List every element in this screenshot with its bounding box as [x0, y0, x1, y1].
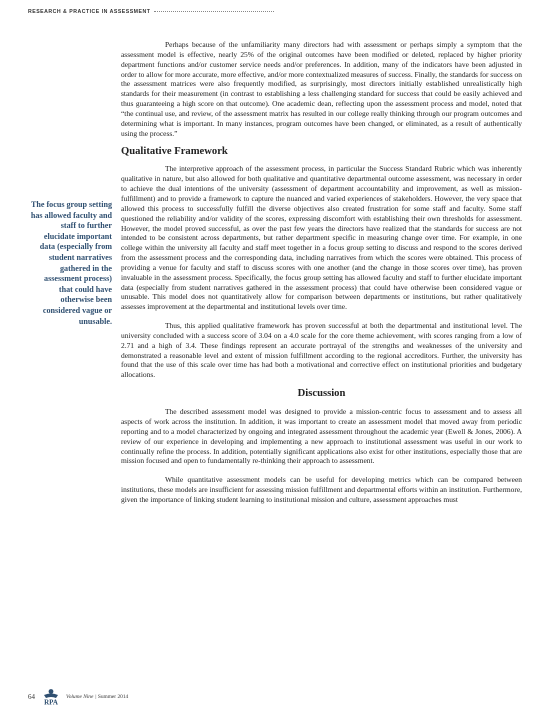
paragraph: The interpretive approach of the assessment process, in particular the Success Standard Rubric which was inherently qualitative in nature, but also allowed for both qualitative and quantitative departmental outcome assessment, was necessary in order to achieve the dual intentions of the university (assessment of department accountability and improvement, as well as mission-fulfillment) and to provide a framework to capture the nuanced and varied experiences of stakeholders. However, the very space that allowed this process to successfully fulfill the diverse objectives also created frustration for some staff and faculty. Some staff questioned the reliability and/or validity of the scores, expressing discomfort with establishing their own thresholds for assessment. However, the model proved successful, as over the past few years the directors have realized that the standards for success are not intended to be consistent across departments, but rather department specific in measuring change over time. For example, in one college within the university all faculty and staff meet together in a focus group setting to discuss and respond to the scores derived from the assessment process and the corresponding data, including narratives from which the scores were obtained. This process of providing a venue for faculty and staff to discuss scores with one another (and the change in those scores over time), has proven invaluable in the assessment process. Specifically, the focus group setting has allowed faculty and staff to further elucidate important data (especially from student narratives gathered in the assessment process) that could have otherwise been considered vague or unusable. This model does not quantitatively allow for comparison between departments or institutions, but rather qualitatively assesses improvement at the departmental and institutional levels over time. — [121, 164, 522, 312]
running-head-title: RESEARCH & PRACTICE IN ASSESSMENT — [28, 9, 151, 15]
running-head — [28, 9, 523, 15]
pull-quote: The focus group setting has allowed faculty and staff to further elucidate important data (especially from student narratives gathered in the assessment process) that could have otherwise been considered vague or unusable. — [30, 200, 112, 326]
article-body — [121, 40, 522, 505]
rpa-logo-icon — [40, 688, 62, 706]
paragraph: Perhaps because of the unfamiliarity many directors had with assessment or perhaps simply a symptom that the assessment model is effective, nearly 25% of the original outcomes have been modified or deleted, replaced by higher priority department functions and/or customer service needs and/or preferences. In addition, many of the indicators have been adjusted in order to allow for more accurate, more effective, and/or more contextualized measures of success. Finally, the standards for success on the assessment matrices were also frequently modified, as surprisingly, most directors initially established unrealistically high standards for their measurement (in contrast to establishing a less challenging standard for success that could be easily achieved and thus guaranteeing a high score on that outcome). One academic dean, reflecting upon the assessment process and model, noted that “the continual use, and review, of the assessment matrix has resulted in our college really thinking through our program outcomes and determining what is important. In many instances, program outcomes have been changed, or eliminated, as a result of authentically using the process.” — [121, 40, 522, 138]
paragraph: While quantitative assessment models can be useful for developing metrics which can be compared between institutions, these models are insufficient for assessing mission fulfillment and departmental efforts within an institution. Furthermore, given the importance of linking student learning to institutional mission and culture, assessment approaches must — [121, 475, 522, 504]
paragraph: The described assessment model was designed to provide a mission-centric focus to assessment and to assess all aspects of work across the institution. In addition, it was important to create an assessment model that moved away from periodic reporting and to a model characterized by ongoing and integrated assessment throughout the academic year (Ewell & Jones, 2006). A review of our experience in developing and implementing a new approach to institutional assessment was useful in our work to continually refine the process. In addition, potentially significant applications also exist for other institutions, especially those that are mission focused and open to fundamentally re-thinking their approach to assessment. — [121, 407, 522, 466]
page-footer — [28, 687, 128, 707]
section-heading-qualitative-framework: Qualitative Framework — [121, 146, 228, 158]
journal-volume: Volume Nine — [66, 694, 94, 700]
journal-issue: | Summer 2014 — [95, 694, 129, 700]
paragraph: Thus, this applied qualitative framework has proven successful at both the departmental and institutional level. The university concluded with a success score of 3.04 on a 4.0 scale for the core theme achievement, with scores ranging from a low of 2.71 and a high of 3.4. These findings represent an accurate portrayal of the strengths and weaknesses of the university and demonstrated a reasonable level and extent of mission fulfillment according to the regional accreditors. Further, the university has found that the use of this scale over time has had both a motivational and corrective effect on institutional priorities and budgetary allocations. — [121, 321, 522, 380]
page-number: 64 — [28, 693, 35, 701]
section-heading-discussion: Discussion — [297, 388, 346, 400]
logo-lettering: RPA — [44, 698, 58, 706]
running-head-rule — [154, 11, 274, 12]
